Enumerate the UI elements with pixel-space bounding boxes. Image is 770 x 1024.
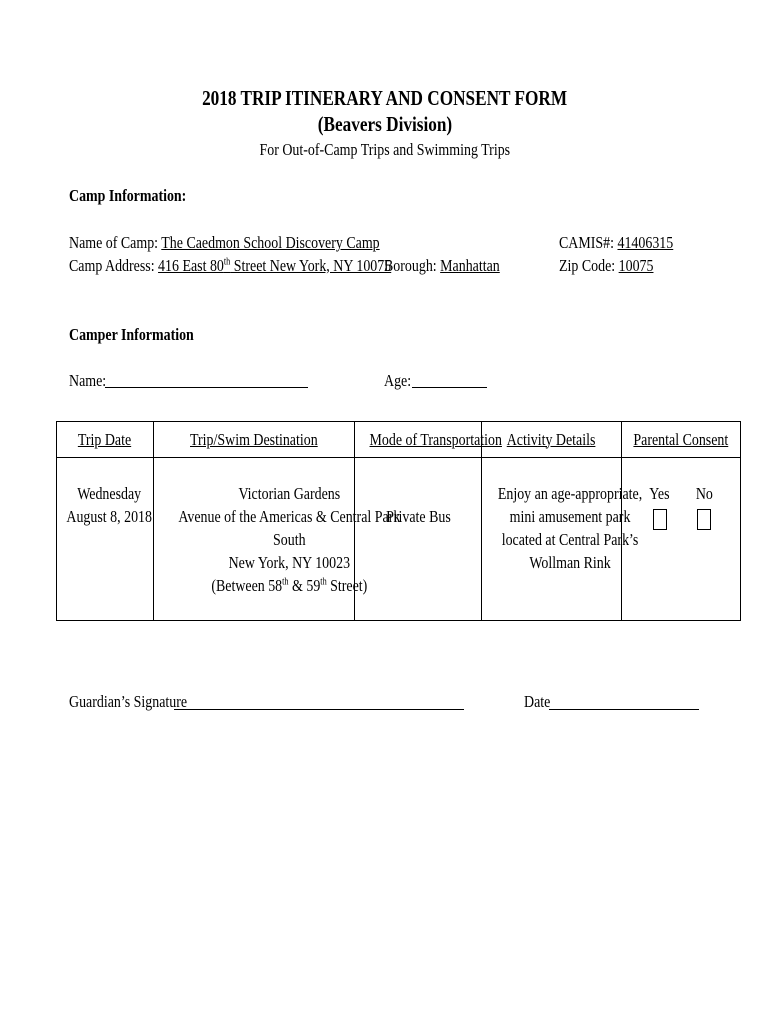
division-title: (Beavers Division) (317, 112, 453, 136)
consent-yes-checkbox[interactable] (653, 509, 667, 530)
date-field[interactable] (549, 709, 699, 710)
camis-value: 41406315 (617, 233, 674, 252)
cell-activity-details: Enjoy an age-appropriate, mini amusement park located at Central Park’s Wollman Rink (482, 458, 622, 621)
camper-age-field[interactable] (412, 387, 487, 388)
camis-line (559, 233, 698, 253)
camis-label: CAMIS#: (559, 233, 615, 252)
table-row (57, 458, 741, 621)
date-label: Date (524, 692, 551, 711)
camp-address-label: Camp Address: (69, 256, 155, 275)
borough-value: Manhattan (440, 256, 500, 275)
consent-no-label: No (695, 484, 713, 503)
camp-name-label: Name of Camp: (69, 233, 159, 252)
borough-label: Borough: (384, 256, 437, 275)
camper-information-heading: Camper Information (69, 325, 194, 344)
camper-name-label: Name: (69, 371, 107, 390)
zip-line (559, 256, 674, 276)
cell-transportation: Private Bus (355, 458, 482, 621)
camp-name-line (69, 233, 448, 253)
camper-name-line (69, 371, 114, 391)
form-subtitle: For Out-of-Camp Trips and Swimming Trips (259, 140, 511, 159)
camper-name-field[interactable] (105, 387, 308, 388)
table-header-row (57, 422, 741, 458)
zip-value: 10075 (618, 256, 654, 275)
trip-table (56, 421, 741, 621)
form-title: 2018 TRIP ITINERARY AND CONSENT FORM (202, 86, 568, 110)
header-activity-details: Activity Details (482, 422, 622, 458)
camper-age-label: Age: (384, 371, 412, 390)
cell-trip-date: Wednesday August 8, 2018 (57, 458, 154, 621)
cell-destination: Victorian Gardens Avenue of the Americas & Central Park South New York, NY 10023 (Between 58th & 59th Street) (154, 458, 355, 621)
header-transportation: Mode of Transportation (355, 422, 482, 458)
consent-yes-label: Yes (649, 484, 670, 503)
camp-name-value: The Caedmon School Discovery Camp (161, 233, 380, 252)
header-destination: Trip/Swim Destination (154, 422, 355, 458)
camp-information-heading: Camp Information: (69, 186, 187, 205)
guardian-signature-field[interactable] (174, 709, 464, 710)
header-parental-consent: Parental Consent (622, 422, 741, 458)
guardian-signature-label: Guardian’s Signature (69, 692, 188, 711)
camp-address-value: 416 East 80th Street New York, NY 10075 (158, 256, 392, 275)
zip-label: Zip Code: (559, 256, 616, 275)
borough-line (384, 256, 525, 276)
consent-no-checkbox[interactable] (697, 509, 711, 530)
header-trip-date: Trip Date (57, 422, 154, 458)
camper-age-line (384, 371, 417, 391)
